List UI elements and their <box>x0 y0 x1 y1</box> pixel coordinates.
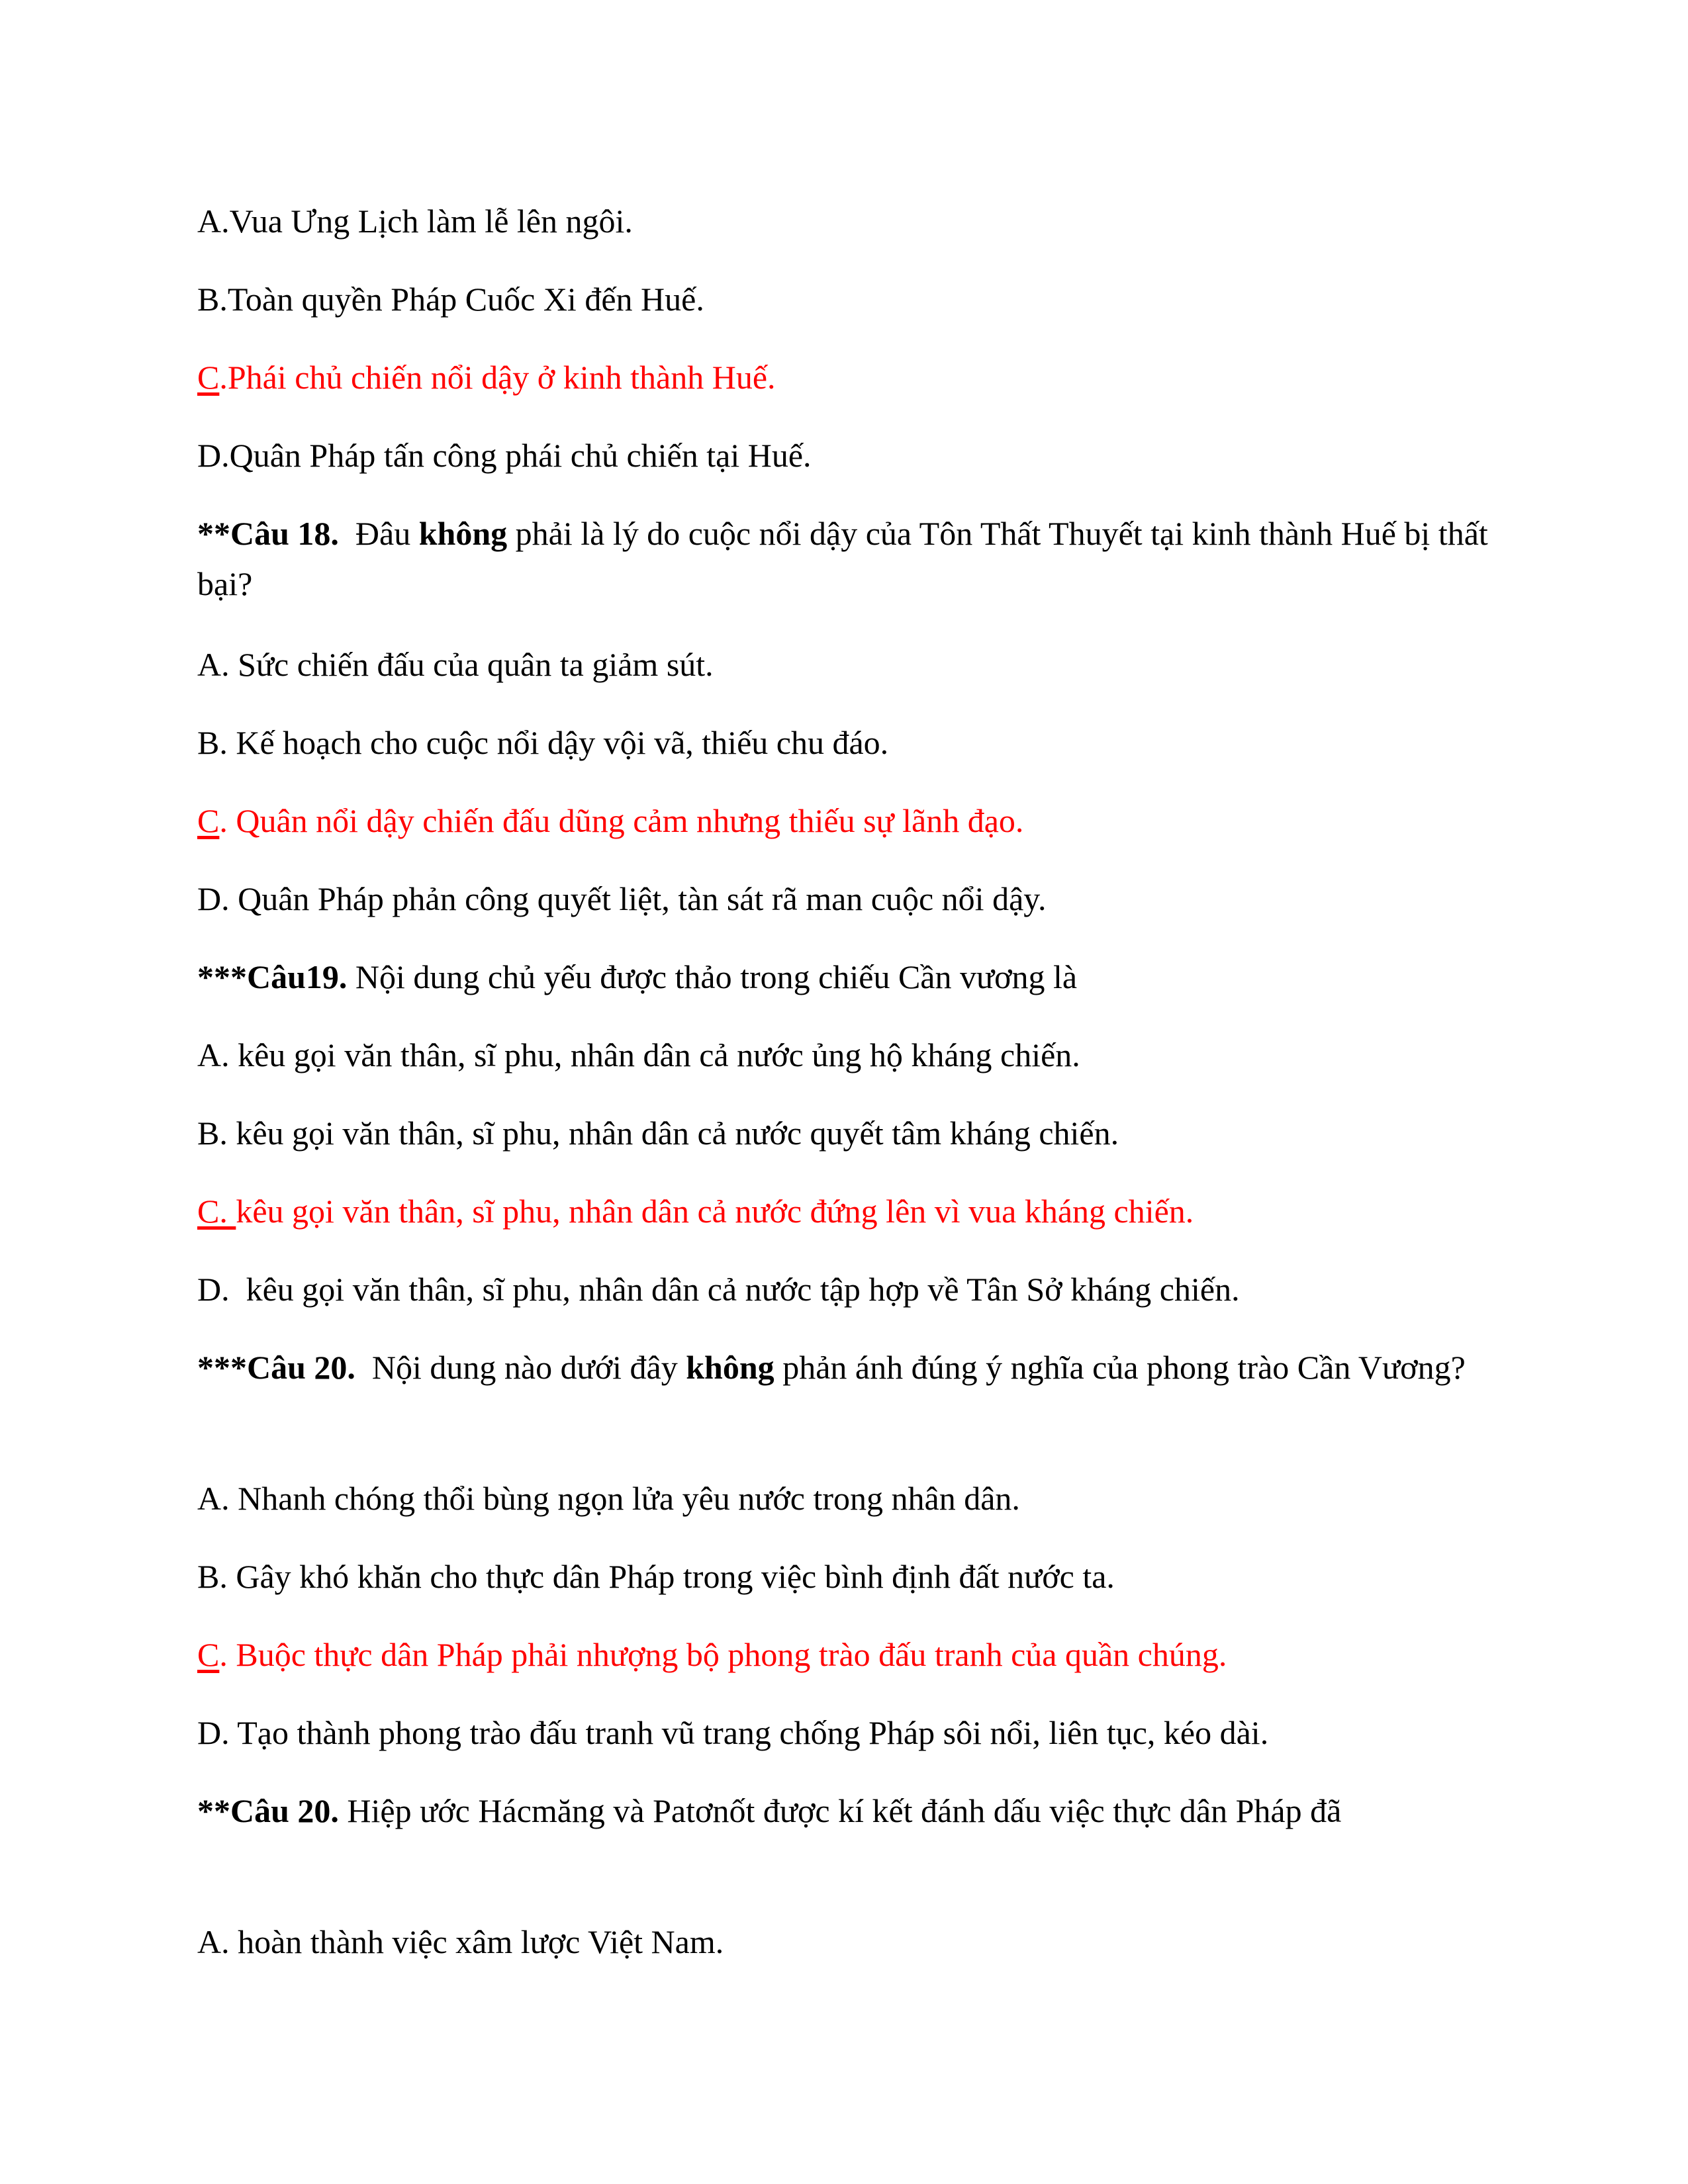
q19-option-d: D. kêu gọi văn thân, sĩ phu, nhân dân cả nước tập hợp về Tân Sở kháng chiến. <box>197 1271 1240 1308</box>
q20a-option-c-answer <box>197 1629 1515 1680</box>
answer-letter: C <box>197 359 220 396</box>
answer-text: . Quân nổi dậy chiến đấu dũng cảm nhưng thiếu sự lãnh đạo. <box>219 802 1024 839</box>
question-text: Đâu <box>355 515 411 552</box>
q20b-option-a: A. hoàn thành việc xâm lược Việt Nam. <box>197 1923 724 1960</box>
q17-option-a: A.Vua Ưng Lịch làm lễ lên ngôi. <box>197 203 633 240</box>
q19-option-a: A. kêu gọi văn thân, sĩ phu, nhân dân cả nước ủng hộ kháng chiến. <box>197 1036 1080 1073</box>
question-text: Nội dung nào dưới đây <box>371 1349 678 1386</box>
question-label: ***Câu19. <box>197 958 348 995</box>
question-label: **Câu 18. <box>197 515 339 552</box>
answer-text: . Buộc thực dân Pháp phải nhượng bộ phong trào đấu tranh của quần chúng. <box>219 1636 1227 1673</box>
question-text: phải là lý do cuộc nổi dậy của Tôn Thất Thuyết tại kinh thành Huế bị thất bại? <box>197 515 1488 602</box>
q17-option-c-answer <box>197 352 1515 402</box>
q20a-option-d: D. Tạo thành phong trào đấu tranh vũ trang chống Pháp sôi nổi, liên tục, kéo dài. <box>197 1714 1269 1751</box>
q20a-question <box>197 1342 1515 1392</box>
q20a-option-b: B. Gây khó khăn cho thực dân Pháp trong việc bình định đất nước ta. <box>197 1558 1115 1595</box>
question-label: **Câu 20. <box>197 1792 339 1829</box>
answer-text: .Phái chủ chiến nổi dậy ở kinh thành Huế. <box>219 359 776 396</box>
q18-question <box>197 508 1515 609</box>
q19-question <box>197 952 1515 1002</box>
q19-option-b: B. kêu gọi văn thân, sĩ phu, nhân dân cả nước quyết tâm kháng chiến. <box>197 1115 1119 1152</box>
answer-letter: C <box>197 802 220 839</box>
q18-option-a: A. Sức chiến đấu của quân ta giảm sút. <box>197 646 714 683</box>
question-emphasis: không <box>418 515 508 552</box>
q19-option-c-answer <box>197 1186 1515 1236</box>
question-emphasis: không <box>686 1349 774 1386</box>
question-text: phản ánh đúng ý nghĩa của phong trào Cần Vương? <box>782 1349 1466 1386</box>
q18-option-d: D. Quân Pháp phản công quyết liệt, tàn sát rã man cuộc nổi dậy. <box>197 880 1047 917</box>
q17-option-d: D.Quân Pháp tấn công phái chủ chiến tại Huế. <box>197 437 812 474</box>
question-text: Hiệp ước Hácmăng và Patơnốt được kí kết đánh dấu việc thực dân Pháp đã <box>347 1792 1342 1829</box>
q20a-option-a: A. Nhanh chóng thổi bùng ngọn lửa yêu nước trong nhân dân. <box>197 1480 1020 1517</box>
q18-option-b: B. Kế hoạch cho cuộc nổi dậy vội vã, thiếu chu đáo. <box>197 724 889 761</box>
answer-text: kêu gọi văn thân, sĩ phu, nhân dân cả nước đứng lên vì vua kháng chiến. <box>236 1193 1194 1230</box>
q20b-question <box>197 1786 1515 1836</box>
question-label: ***Câu 20. <box>197 1349 355 1386</box>
answer-letter: C. <box>197 1193 236 1230</box>
q17-option-b: B.Toàn quyền Pháp Cuốc Xi đến Huế. <box>197 281 704 318</box>
question-text: Nội dung chủ yếu được thảo trong chiếu Cần vương là <box>355 958 1078 995</box>
q18-option-c-answer <box>197 796 1515 846</box>
answer-letter: C <box>197 1636 220 1673</box>
